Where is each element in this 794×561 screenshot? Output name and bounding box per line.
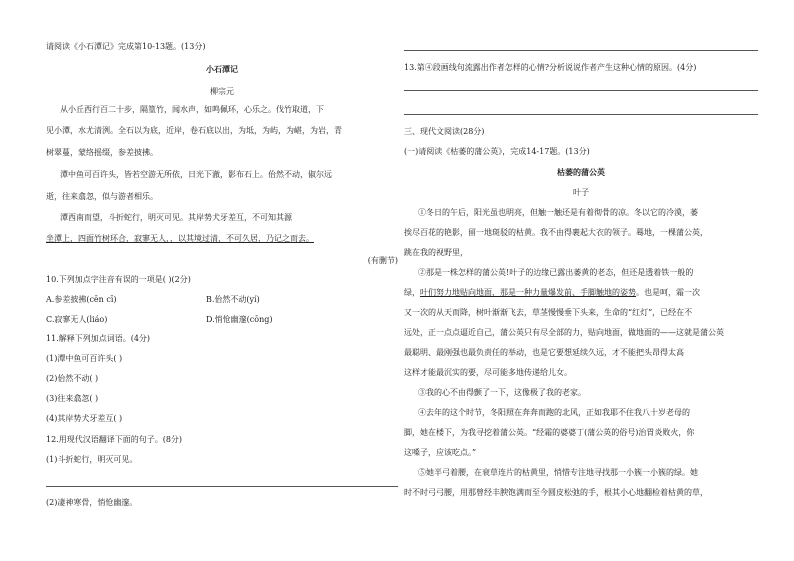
question-12: 12.用现代汉语翻译下面的句子。(8分)	[46, 435, 183, 444]
passage-line-underlined: 坐潭上，四面竹树环合，寂寥无人，，以其境过清，不可久居，乃记之而去。	[46, 234, 314, 243]
option-a: A.参差披拂(cēn cī)	[46, 295, 117, 304]
passage-line: 远处，正一点点逼近自己，蒲公英只有尽全部的力，贴向地面，做地面的——这就是蒲公英	[404, 328, 724, 337]
q11-item: (2)佁然不动( )	[46, 374, 99, 383]
answer-line	[404, 50, 758, 51]
answer-line	[46, 486, 398, 487]
question-13: 13.第④段画线句流露出作者怎样的心情?分析说说作者产生这种心情的原因。(4分)	[404, 63, 697, 72]
passage-author: 叶子	[573, 188, 589, 197]
passage-line: ⑤她半弓着腰，在衰草连片的枯黄里，悄惜专注地寻找那一小簇一小簇的绿。她	[418, 468, 698, 477]
passage-title: 小石潭记	[206, 64, 238, 74]
reading-intro: 请阅读《小石潭记》完成第10-13题。(13分)	[46, 42, 206, 51]
passage-line: 逝，往来翕忽，似与游者相乐。	[46, 192, 158, 201]
passage-line: 最聪明、最刚强也最负责任的举动，也是它要想延续久远，才不能把头昂得太高	[404, 348, 684, 357]
passage-title: 枯萎的蒲公英	[557, 167, 605, 177]
passage-line: ③我的心不由得颤了一下，这像极了我的老家。	[418, 388, 586, 397]
passage-line: 从小丘西行百二十步，隔篁竹，闻水声，如鸣佩环，心乐之。伐竹取道，下	[60, 105, 324, 114]
passage-line: 这样才能最沉实的要，尽可能多地传递给儿女。	[404, 368, 572, 377]
passage-line: ①冬日的午后，阳光虽也明亮，但触一触还是有着彻骨的凉。冬以它的冷漠，萎	[418, 208, 698, 217]
passage-author: 柳宗元	[210, 87, 234, 96]
passage-line: 潭中鱼可百许头，皆若空游无所依，日光下澈，影布石上。佁然不动，俶尔远	[60, 170, 332, 179]
text-segment: 。也是呵，霜一次	[636, 288, 700, 297]
question-10: 10.下列加点字注音有误的一项是( )(2分)	[46, 275, 191, 284]
q11-item: (4)其岸势犬牙差互( )	[46, 414, 123, 423]
text-segment: 绿，	[404, 288, 420, 297]
q11-item: (1)潭中鱼可百许头( )	[46, 354, 123, 363]
passage-source-note: (有删节)	[367, 256, 398, 265]
question-11: 11.解释下列加点词语。(4分)	[46, 334, 151, 343]
answer-line	[404, 114, 758, 115]
option-c: C.寂寥无人(liáo)	[46, 315, 108, 324]
reading-intro: (一)请阅读《枯萎的蒲公英》，完成14-17题。(13分)	[404, 147, 590, 156]
answer-line	[404, 90, 758, 91]
q12-item-1: (1)斗折蛇行，明灭可见。	[46, 455, 138, 464]
passage-line: 树翠蔓，蒙络摇缀，参差披拂。	[46, 148, 158, 157]
passage-line: 这嗓子，应该吃点。”	[404, 448, 477, 457]
passage-line: 见小潭，水尤清洌。全石以为底，近岸，卷石底以出，为坻，为屿，为嵁，为岩，青	[46, 126, 342, 135]
passage-line: 跳在我的视野里，	[404, 248, 468, 257]
option-d: D.悄怆幽邃(cōng)	[206, 315, 273, 324]
passage-line: 又一次的从天而降，树叶渐渐飞去，草茎慢慢垂下头来，生命的“红灯”，已经在不	[404, 308, 693, 317]
passage-line: 脚，她在楼下，为我寻挖着蒲公英。“经霜的婆婆丁(蒲公英的俗号)治胃炎败火，你	[404, 428, 695, 437]
passage-line: 潭西南而望，斗折蛇行，明灭可见。其岸势犬牙差互，不可知其源	[60, 213, 292, 222]
passage-line: ②那是一株怎样的蒲公英!叶子的边缘已露出萎黄的老态，但还是透着铁一般的	[418, 268, 694, 277]
passage-line-mixed	[404, 287, 700, 298]
q12-item-2: (2)凄神寒骨，悄怆幽邃。	[46, 498, 138, 507]
passage-line: 挨尽百花的艳影，留一地斑驳的枯黄。我不由得裹起大衣的领子。蓦地，一棵蒲公英，	[404, 228, 708, 237]
underlined-sentence: 叶们努力地贴向地面，那是一种力量爆发前、手脚触地的姿势	[420, 288, 636, 297]
section-heading: 三、现代文阅读(28分)	[404, 127, 485, 136]
passage-line: 时不时弓弓腰，用那曾经丰腴饱满而至今圆皮松弛的手，根其小心地翻检着枯黄的草，	[404, 488, 708, 497]
q11-item: (3)往来翕忽( )	[46, 394, 99, 403]
option-b: B.佁然不动(yí)	[206, 295, 260, 304]
passage-line: ④去年的这个时节，冬阳照在奔奔而跑的北风，正如我耶不住我八十岁老母的	[418, 408, 690, 417]
